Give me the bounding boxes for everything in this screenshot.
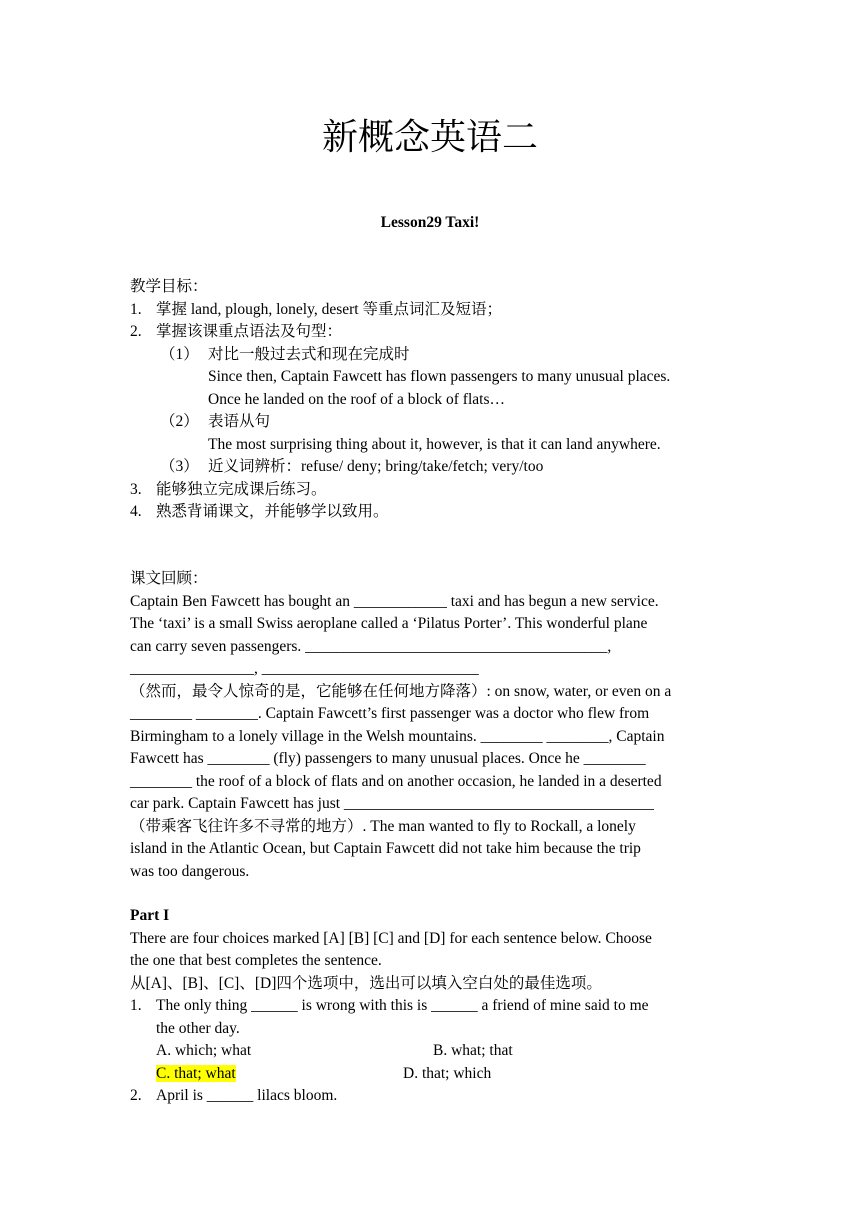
option-d[interactable]: D. that; which [403,1064,492,1082]
part1-instruction-cn: 从[A]、[B]、[C]、[D]四个选项中，选出可以填入空白处的最佳选项。 [130,974,602,992]
option-c-highlighted[interactable]: C. that; what [156,1064,236,1082]
question-1: 1. The only thing ______ is wrong with this is ______ a friend of mine said to me [130,997,649,1014]
review-line: Fawcett has ________ (fly) passengers to many unusual places. Once he ________ [130,750,646,767]
objectives-section [130,276,732,524]
review-line: Captain Ben Fawcett has bought an ____________ taxi and has begun a new service. [130,592,659,610]
options-row [130,1040,732,1063]
objective-item: 2. 掌握该课重点语法及句型： [130,323,343,340]
page-title: 新概念英语二 [321,117,538,158]
sub-objective: （3） 近义词辨析：refuse/ deny; bring/take/fetch; very/too [160,458,544,475]
question-text: The only thing ______ is wrong with this is ______ a friend of mine said to me [156,997,649,1014]
sub-objective: （2） 表语从句 [160,413,271,430]
review-line: （然而，最令人惊奇的是，它能够在任何地方降落）: on snow, water, or even on a [130,682,672,700]
review-paragraph [130,591,732,884]
objective-item: 1. 掌握 land, plough, lonely, desert 等重点词汇及短语； [130,300,502,318]
review-line: ________________, ____________________________ [130,660,479,677]
part1-section [130,905,732,1108]
objectives-heading: 教学目标： [130,278,208,295]
review-line: ________ the roof of a block of flats and on another occasion, he landed in a deserted [130,772,662,790]
example-sentence: The most surprising thing about it, however, is that it can land anywhere. [208,435,661,453]
sub-objective: （1） 对比一般过去式和现在完成时 [160,345,410,363]
review-line: ________ ________. Captain Fawcett’s first passenger was a doctor who flew from [130,705,650,722]
lesson-title: Lesson29 Taxi! [380,214,480,231]
instruction-line: There are four choices marked [A] [B] [C] and [D] for each sentence below. Choose [130,929,652,947]
review-line: （带乘客飞往许多不寻常的地方）. The man wanted to fly to Rockall, a lonely [130,817,636,835]
example-sentence: Once he landed on the roof of a block of flats… [208,390,505,408]
review-line: car park. Captain Fawcett has just ________________________________________ [130,795,654,812]
option-a[interactable]: A. which; what [156,1042,252,1059]
question-text: April is ______ lilacs bloom. [156,1087,338,1104]
objective-item: 4. 熟悉背诵课文，并能够学以致用。 [130,503,389,520]
review-line: Birmingham to a lonely village in the Welsh mountains. ________ ________, Captain [130,727,665,745]
question-text: the other day. [156,1019,240,1037]
question-2: 2. April is ______ lilacs bloom. [130,1087,338,1104]
part1-heading: Part I [130,907,170,924]
review-line: was too dangerous. [130,862,250,880]
objective-item: 3. 能够独立完成课后练习。 [130,480,327,498]
option-b[interactable]: B. what; that [433,1042,513,1059]
review-heading: 课文回顾： [130,570,208,587]
part1-instruction [130,928,732,973]
review-line: The ‘taxi’ is a small Swiss aeroplane called a ‘Pilatus Porter’. This wonderful plane [130,615,648,632]
options-row [130,1063,732,1086]
review-section [130,568,732,883]
review-line: island in the Atlantic Ocean, but Captain Fawcett did not take him because the trip [130,840,641,857]
review-line: can carry seven passengers. _______________________________________, [130,637,612,655]
instruction-line: the one that best completes the sentence. [130,952,382,969]
example-sentence: Since then, Captain Fawcett has flown passengers to many unusual places. [208,368,671,385]
